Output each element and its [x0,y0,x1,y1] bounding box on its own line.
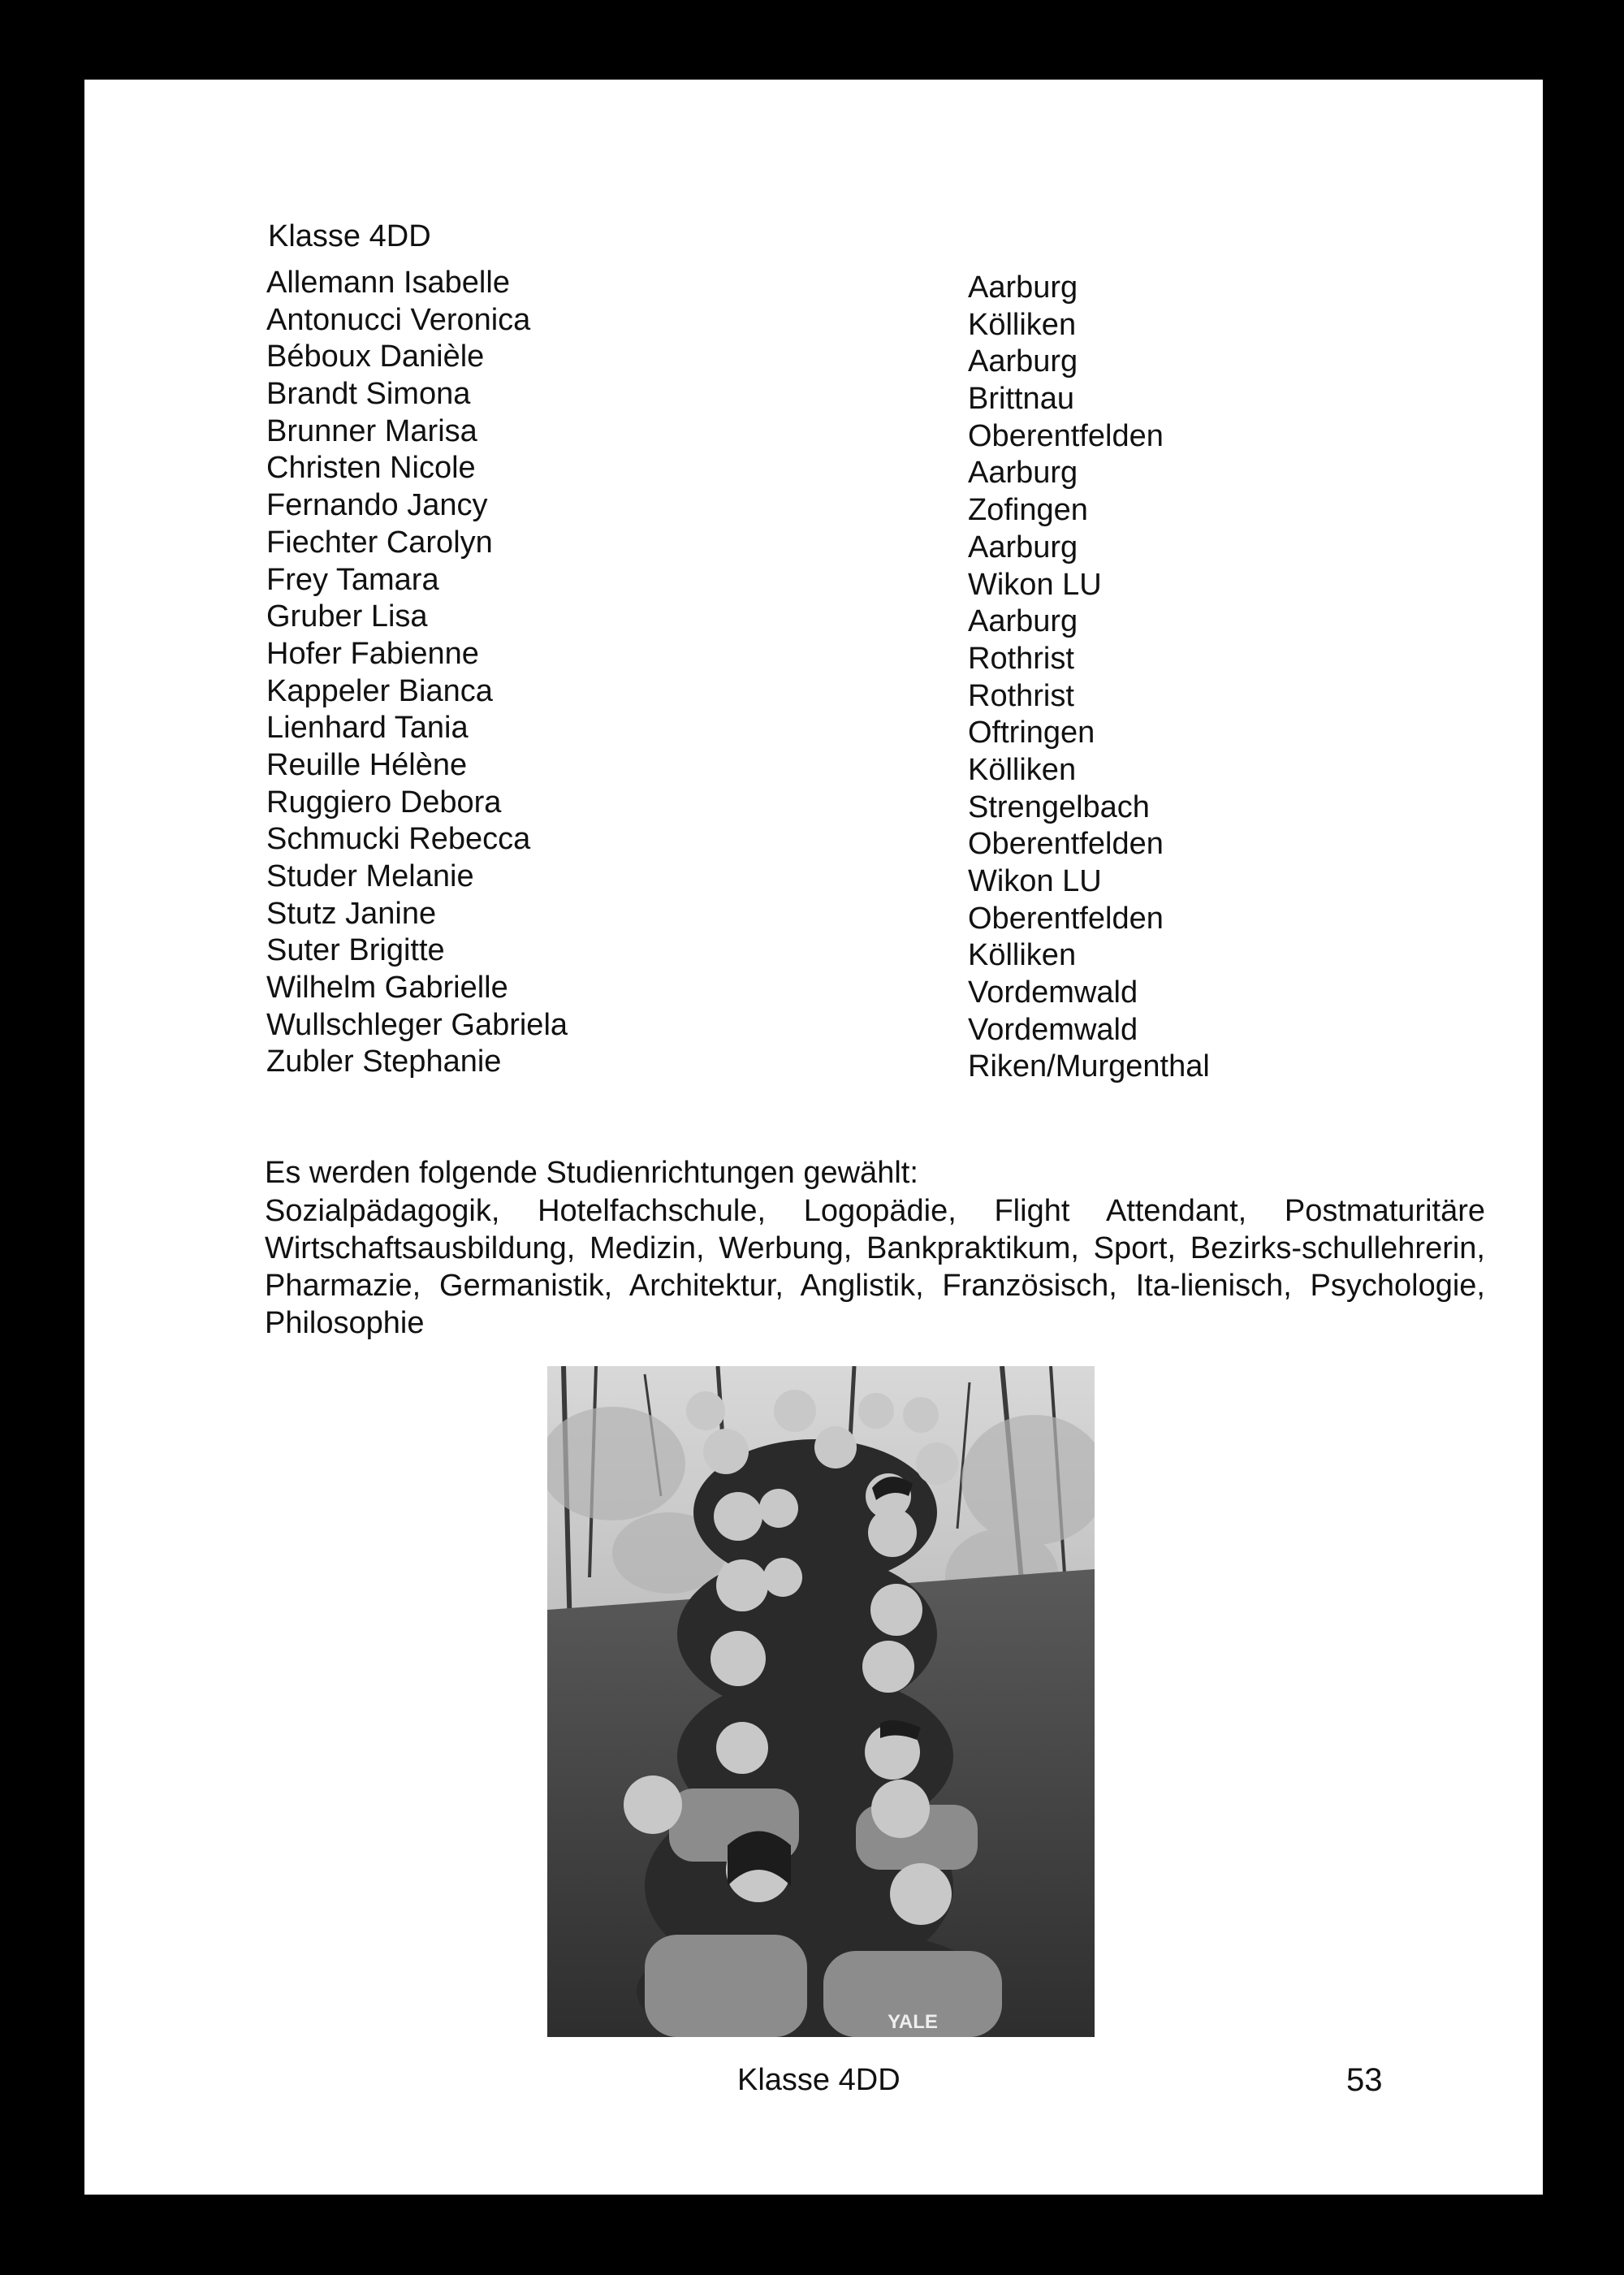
student-name: Wullschleger Gabriela [266,1007,568,1042]
studies-list: Sozialpädagogik, Hotelfachschule, Logopädie, Flight Attendant, Postmaturitäre Wirtschaftsausbildung, Medizin, Werbung, Bankpraktikum, Sport, Bezirks-schullehrerin, Pharmazie, Germanistik, Architektur, Anglistik, Französisch, Ita-lienisch, Psychologie, Philosophie [265,1194,1485,1340]
page-number: 53 [1346,2062,1383,2098]
student-name: Fiechter Carolyn [266,525,493,560]
student-name: Brunner Marisa [266,413,477,448]
student-roster [266,265,1322,1084]
student-hometown: Aarburg [968,344,1078,379]
student-hometown: Rothrist [968,678,1074,713]
roster-row [266,339,1322,379]
student-name: Hofer Fabienne [266,636,479,671]
student-name: Kappeler Bianca [266,673,493,708]
student-hometown: Riken/Murgenthal [968,1049,1210,1084]
roster-row [266,599,1322,639]
student-hometown: Aarburg [968,456,1078,491]
student-hometown: Aarburg [968,530,1078,564]
student-hometown: Strengelbach [968,789,1150,824]
student-name: Christen Nicole [266,451,476,486]
document-page [84,80,1543,2195]
roster-row [266,265,1322,305]
roster-row [266,413,1322,451]
class-heading: Klasse 4DD [268,219,431,253]
student-name: Ruggiero Debora [266,785,502,820]
student-name: Fernando Jancy [266,488,488,523]
roster-row [266,932,1322,973]
roster-row [266,302,1322,340]
student-hometown: Oberentfelden [968,418,1164,453]
student-hometown: Aarburg [968,604,1078,639]
roster-row [266,970,1322,1010]
photo-caption: Klasse 4DD [737,2063,901,2097]
student-name: Studer Melanie [266,859,474,893]
student-hometown: Oberentfelden [968,827,1164,862]
student-hometown: Kölliken [968,307,1077,342]
student-hometown: Brittnau [968,382,1074,417]
student-name: Gruber Lisa [266,599,428,634]
roster-row [266,859,1322,896]
student-hometown: Aarburg [968,270,1078,305]
student-name: Béboux Danièle [266,340,485,374]
student-hometown: Wikon LU [968,864,1102,898]
student-name: Antonucci Veronica [266,302,531,337]
studies-intro: Es werden folgende Studienrichtungen gewählt: [265,1156,918,1190]
student-hometown: Vordemwald [968,975,1138,1010]
class-photo [547,1366,1095,2037]
roster-row [266,450,1322,491]
student-hometown: Zofingen [968,493,1088,528]
roster-row [266,896,1322,936]
student-name: Brandt Simona [266,377,471,412]
student-name: Suter Brigitte [266,933,445,968]
student-hometown: Kölliken [968,752,1077,787]
student-name: Frey Tamara [266,562,439,597]
student-name: Wilhelm Gabrielle [266,971,508,1006]
student-name: Reuille Hélène [266,747,468,782]
student-name: Zubler Stephanie [266,1045,502,1079]
roster-row [266,525,1322,562]
roster-row [266,636,1322,676]
roster-row [266,673,1322,711]
roster-row [266,821,1322,862]
roster-row [266,1044,1322,1084]
shirt-lettering: YALE [888,2011,938,2033]
roster-row [266,562,1322,602]
roster-row [266,710,1322,750]
student-name: Schmucki Rebecca [266,822,531,857]
student-hometown: Oberentfelden [968,901,1164,936]
roster-row [266,1007,1322,1045]
student-hometown: Vordemwald [968,1012,1138,1047]
student-hometown: Kölliken [968,938,1077,973]
student-name: Lienhard Tania [266,711,469,746]
student-hometown: Rothrist [968,641,1074,676]
student-name: Allemann Isabelle [266,266,510,300]
roster-row [266,747,1322,785]
student-hometown: Wikon LU [968,567,1102,602]
roster-row [266,487,1322,528]
class-photo-illustration [547,1366,1095,2037]
roster-row [266,785,1322,822]
roster-row [266,376,1322,417]
student-hometown: Oftringen [968,716,1095,750]
student-name: Stutz Janine [266,896,437,931]
